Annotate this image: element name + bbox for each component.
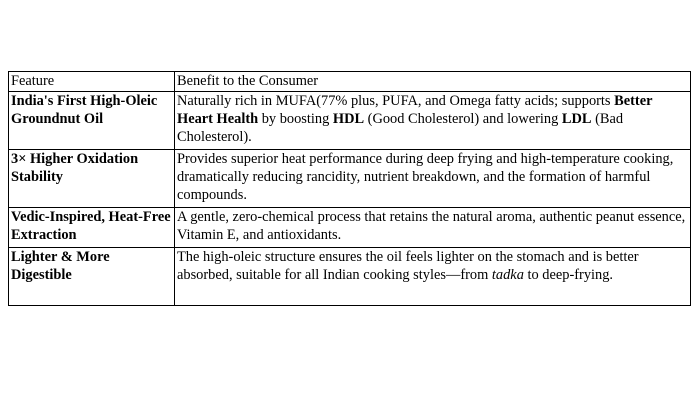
feature-cell: India's First High-Oleic Groundnut Oil [9, 92, 175, 150]
benefit-text: The high-oleic structure ensures the oil feels lighter on the stomach and is better absorbed, suitable for all Indian cooking styles—from [177, 249, 639, 283]
benefit-italic-text: tadka [491, 267, 524, 283]
benefit-bold-text: Better Heart Health [177, 93, 653, 127]
feature-cell: Vedic-Inspired, Heat-Free Extraction [9, 208, 175, 248]
table-row [9, 150, 691, 208]
benefit-text: (Bad Cholesterol). [177, 111, 624, 145]
benefit-text: to deep-frying. [523, 267, 614, 283]
benefit-bold-text: LDL [561, 111, 592, 127]
header-feature: Feature [9, 72, 175, 92]
features-table [8, 71, 691, 306]
table-row [9, 208, 691, 248]
benefit-cell: A gentle, zero-chemical process that retains the natural aroma, authentic peanut essence, Vitamin E, and antioxidants. [175, 208, 691, 248]
benefit-text: Naturally rich in MUFA(77% plus, PUFA, and Omega fatty acids; supports [177, 93, 615, 109]
table-header-row [9, 72, 691, 92]
benefit-cell: Provides superior heat performance during deep frying and high-temperature cooking, dramatically reducing rancidity, nutrient breakdown, and the formation of harmful compounds. [175, 150, 691, 208]
header-benefit: Benefit to the Consumer [175, 72, 691, 92]
benefit-cell [175, 248, 691, 306]
benefit-text: by boosting [258, 111, 333, 127]
benefit-cell [175, 92, 691, 150]
benefit-bold-text: HDL [332, 111, 365, 127]
benefit-text: (Good Cholesterol) and lowering [364, 111, 562, 127]
feature-cell: Lighter & More Digestible [9, 248, 175, 306]
feature-cell: 3× Higher Oxidation Stability [9, 150, 175, 208]
table-row [9, 92, 691, 150]
table-row [9, 248, 691, 306]
